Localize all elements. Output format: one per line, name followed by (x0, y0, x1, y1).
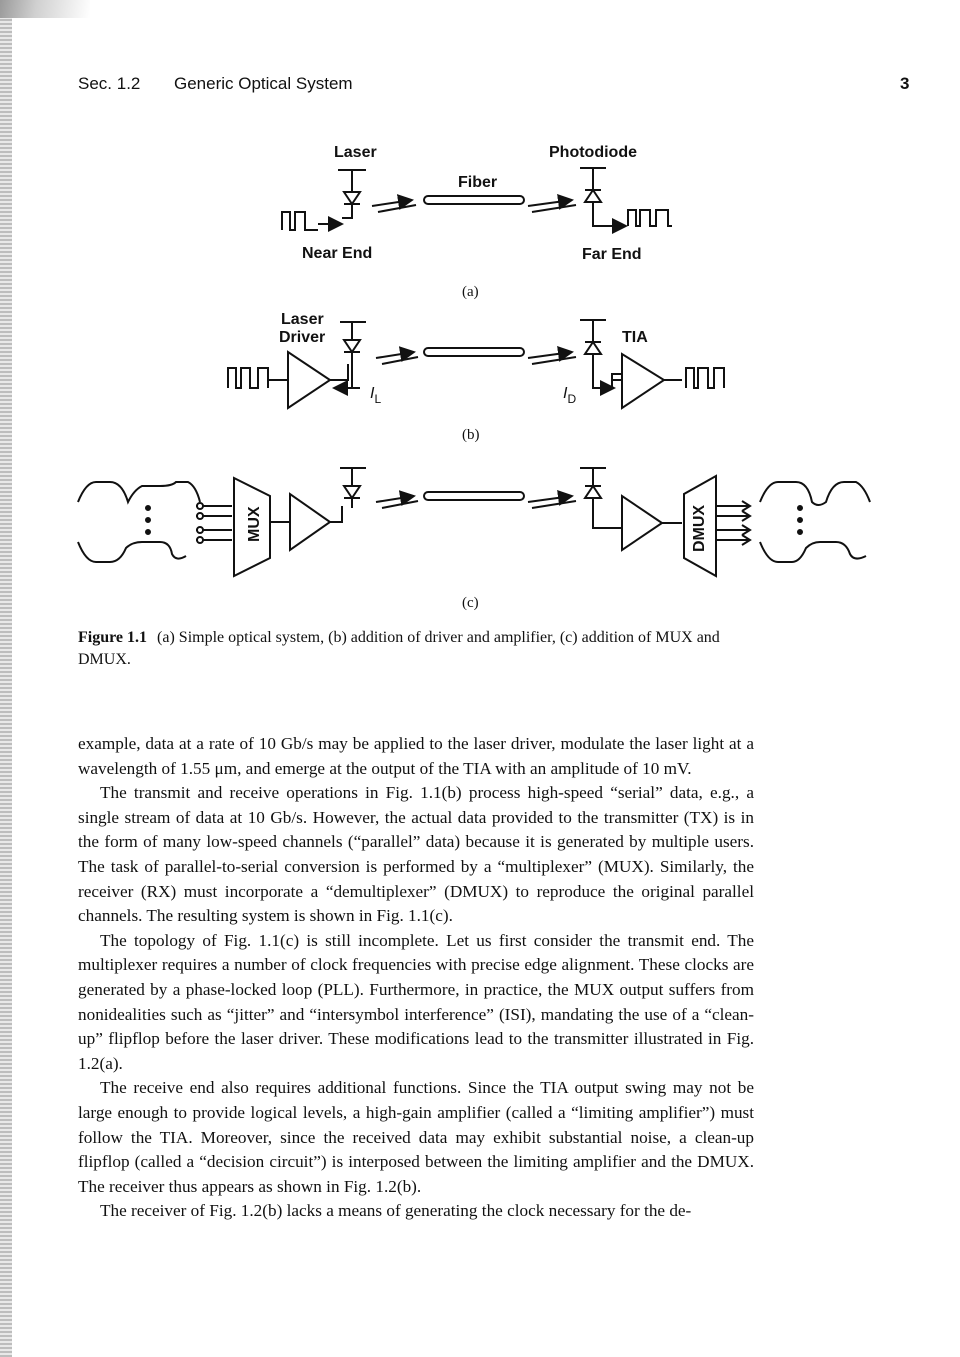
mux-input-node-2 (197, 513, 203, 519)
ellipsis-dot-right-2 (798, 518, 802, 522)
caption-figure-number: Figure 1.1 (78, 629, 148, 646)
label-fiber-a: Fiber (458, 174, 498, 191)
ellipsis-dot-right-1 (798, 506, 802, 510)
mux-inputs (196, 506, 232, 540)
photodiode-b (580, 320, 612, 388)
paragraph-3: The topology of Fig. 1.1(c) is still incomplete. Let us first consider the transmit end. The multiplexer requires a number of clock frequencies with precise edge alignment. These clocks are generated by a phase-locked loop (PLL). Furthermore, in practice, the MUX output suffers from nonidealities such as “jitter” and “intersymbol interference” (ISI), mandating the use of a “clean-up” flipflop before the laser driver. These modifications lead to the transmitter illustrated in Fig. 1.2(a). (78, 930, 754, 1073)
label-photodiode-a: Photodiode (549, 144, 637, 161)
light-arrow-c3 (528, 496, 572, 502)
fiber-c (424, 492, 524, 500)
light-arrow-b4 (532, 357, 576, 364)
paragraph-5: The receiver of Fig. 1.2(b) lacks a means of generating the clock necessary for the de- (100, 1201, 692, 1221)
mux-input-node-1 (197, 503, 203, 509)
paragraph-2: The transmit and receive operations in Fig. 1.1(b) process high-speed “serial” data, e.g., a single stream of data at 10 Gb/s. However, the actual data provided to the transmitter (TX) is in the form of many low-speed channels (“parallel” data) because it is generated by multiple users. The task of parallel-to-serial conversion is performed by a “multiplexer” (MUX). Similarly, the receiver (RX) must incorporate a “demultiplexer” (DMUX) to reproduce the original parallel channels. The resulting system is shown in Fig. 1.1(c). (78, 783, 754, 926)
laser-diode-c (340, 468, 366, 508)
label-mux: MUX (246, 506, 263, 542)
header-page-number: 3 (900, 74, 910, 93)
wire-pd-tia (612, 380, 622, 388)
ellipsis-dot-left-1 (146, 506, 150, 510)
label-il: $I_L$ (370, 385, 382, 406)
wire-driver-laser-c (330, 506, 342, 522)
label-tag-a: (a) (462, 284, 479, 300)
label-id: $I_D$ (563, 385, 577, 406)
light-arrow-a2 (378, 205, 416, 212)
parallel-waveform-bottom-left (78, 542, 186, 562)
laser-diode-a (338, 170, 366, 218)
wire-driver-laser (330, 364, 348, 380)
pulse-input-a (282, 212, 318, 230)
paragraph-1: example, data at a rate of 10 Gb/s may be applied to the laser driver, modulate the laser light at a wavelength of 1.55 μm, and emerge at the output of the TIA with an amplitude of 10 mV. (78, 734, 754, 778)
light-arrow-b1 (376, 352, 414, 358)
laser-diode-b (334, 322, 366, 388)
light-arrow-b3 (528, 352, 572, 358)
fiber-a (424, 196, 524, 204)
mux-input-node-3 (197, 527, 203, 533)
label-near-end: Near End (302, 245, 373, 262)
label-laser-a: Laser (334, 144, 377, 161)
photodiode-a (580, 168, 612, 226)
tia-triangle (622, 354, 664, 408)
driver-triangle-c (290, 494, 330, 550)
light-arrow-c4 (532, 501, 576, 508)
label-tia: TIA (622, 329, 648, 346)
pulse-output-a (628, 210, 672, 226)
caption-text: (a) Simple optical system, (b) addition of driver and amplifier, (c) addition of MUX and DMUX. (78, 629, 720, 668)
light-arrow-c1 (376, 496, 414, 502)
paragraph-4: The receive end also requires additional functions. Since the TIA output swing may not be large enough to provide logical levels, a high-gain amplifier (called a “limiting amplifier”) must follow the TIA. Moreover, since the received data may exhibit substantial noise, a clean-up flipflop (called a “decision circuit”) is interposed between the limiting amplifier and the DMUX. The receiver thus appears as shown in Fig. 1.2(b). (78, 1078, 754, 1196)
label-tag-c: (c) (462, 595, 479, 611)
photodiode-c (580, 468, 622, 528)
fiber-b (424, 348, 524, 356)
pulse-input-b (228, 368, 268, 388)
figure-1-1-diagram (0, 130, 960, 620)
figure-1-1 (0, 130, 960, 620)
label-laser-driver-2: Driver (279, 329, 326, 346)
parallel-waveform-top-right (760, 482, 870, 505)
light-arrow-a3 (528, 200, 572, 206)
body-text (78, 732, 754, 1224)
ellipsis-dot-left-2 (146, 518, 150, 522)
parallel-waveform-bottom-right (760, 542, 866, 562)
figure-caption (78, 627, 768, 671)
light-arrow-b2 (382, 357, 418, 364)
mux-input-node-4 (197, 537, 203, 543)
scan-corner-smudge (0, 0, 90, 18)
pulse-output-b (686, 368, 724, 388)
header-title: Generic Optical System (174, 74, 353, 93)
ellipsis-dot-left-3 (146, 530, 150, 534)
label-far-end: Far End (582, 246, 642, 263)
light-arrow-c2 (382, 501, 418, 508)
parallel-waveform-top-left (78, 482, 200, 502)
label-dmux: DMUX (691, 504, 708, 552)
tia-triangle-c (622, 496, 662, 550)
label-laser-driver-1: Laser (281, 311, 324, 328)
label-tag-b: (b) (462, 427, 480, 443)
ellipsis-dot-right-3 (798, 530, 802, 534)
dmux-output-arrows (742, 501, 750, 545)
header-section: Sec. 1.2 (78, 74, 141, 93)
light-arrow-a4 (532, 205, 576, 212)
laser-driver-triangle (288, 352, 330, 408)
diagram-c (78, 468, 870, 576)
light-arrow-a1 (372, 200, 412, 206)
